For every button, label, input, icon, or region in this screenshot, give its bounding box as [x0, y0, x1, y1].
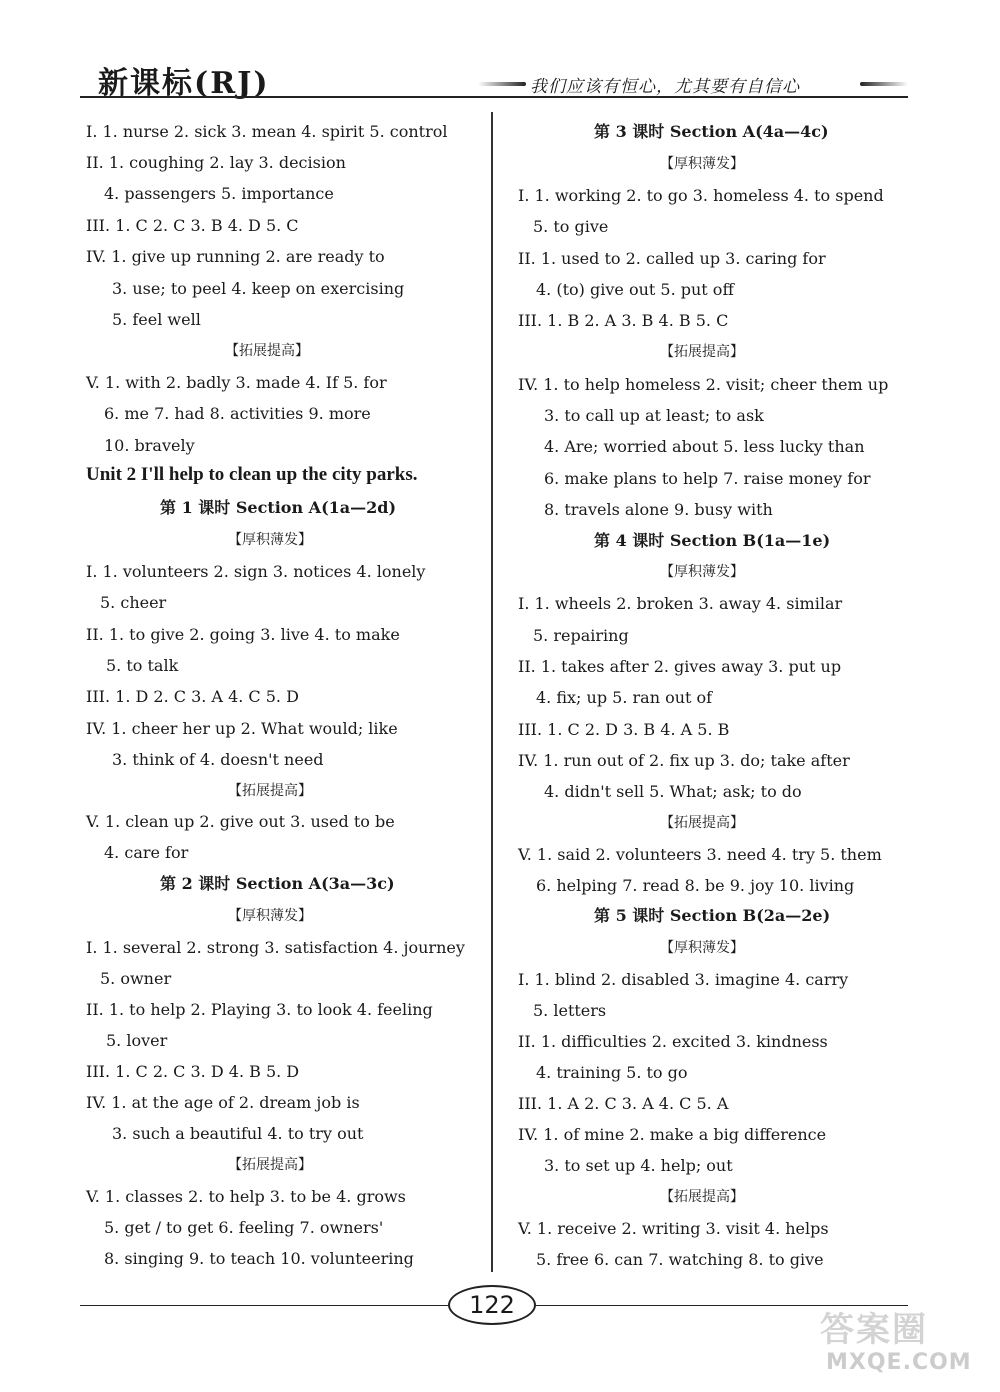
answer-line: 3. to call up at least; to ask [544, 406, 764, 425]
answer-line: I. 1. wheels 2. broken 3. away 4. similar [518, 594, 843, 613]
watermark-url: MXQE.COM [826, 1350, 972, 1375]
section-badge-extension: 【拓展提高】 [660, 1189, 744, 1205]
answer-line: IV. 1. run out of 2. fix up 3. do; take after [518, 751, 850, 770]
answer-line: IV. 1. give up running 2. are ready to [86, 247, 385, 266]
answer-line: II. 1. coughing 2. lay 3. decision [86, 153, 346, 172]
answer-line: 4. care for [104, 843, 189, 862]
answer-line: IV. 1. of mine 2. make a big difference [518, 1125, 827, 1144]
answer-line: II. 1. difficulties 2. excited 3. kindness [518, 1032, 828, 1051]
section-badge-extension: 【拓展提高】 [660, 815, 744, 831]
answer-line: I. 1. nurse 2. sick 3. mean 4. spirit 5. control [86, 122, 448, 141]
motto-ornament-left [478, 82, 526, 86]
answer-line: V. 1. with 2. badly 3. made 4. If 5. for [86, 373, 387, 392]
page-number: 122 [448, 1285, 536, 1325]
answer-line: IV. 1. cheer her up 2. What would; like [86, 719, 398, 738]
answer-line: 5. get / to get 6. feeling 7. owners' [104, 1218, 384, 1237]
answer-line: 5. owner [100, 969, 172, 988]
answer-line: III. 1. B 2. A 3. B 4. B 5. C [518, 311, 729, 330]
section-badge-basic: 【厚积薄发】 [660, 156, 744, 172]
answer-line: 3. use; to peel 4. keep on exercising [112, 279, 405, 298]
answer-line: 5. lover [106, 1031, 168, 1050]
answer-line: 5. to talk [106, 656, 179, 675]
answer-line: III. 1. C 2. C 3. B 4. D 5. C [86, 216, 299, 235]
answer-line: 5. feel well [112, 310, 201, 329]
answer-line: 4. (to) give out 5. put off [536, 280, 734, 299]
answer-line: III. 1. C 2. C 3. D 4. B 5. D [86, 1062, 300, 1081]
answer-line: 10. bravely [104, 436, 195, 455]
answer-line: I. 1. volunteers 2. sign 3. notices 4. lonely [86, 562, 426, 581]
answer-line: 3. such a beautiful 4. to try out [112, 1124, 364, 1143]
answer-line: 6. make plans to help 7. raise money for [544, 469, 871, 488]
answer-line: 8. travels alone 9. busy with [544, 500, 773, 519]
answer-line: III. 1. A 2. C 3. A 4. C 5. A [518, 1094, 729, 1113]
answer-line: IV. 1. to help homeless 2. visit; cheer them up [518, 375, 889, 394]
answer-line: 5. to give [533, 217, 609, 236]
answer-line: V. 1. clean up 2. give out 3. used to be [86, 812, 395, 831]
answer-line: V. 1. receive 2. writing 3. visit 4. helps [518, 1219, 829, 1238]
answer-line: 4. didn't sell 5. What; ask; to do [544, 782, 802, 801]
answer-line: 8. singing 9. to teach 10. volunteering [104, 1249, 414, 1268]
answer-line: V. 1. classes 2. to help 3. to be 4. grows [86, 1187, 406, 1206]
lesson-heading: 第 2 课时 Section A(3a—3c) [160, 874, 395, 893]
section-badge-basic: 【厚积薄发】 [660, 564, 744, 580]
section-badge-basic: 【厚积薄发】 [228, 908, 312, 924]
answer-line: 6. helping 7. read 8. be 9. joy 10. living [536, 876, 855, 895]
unit-title: Unit 2 I'll help to clean up the city parks. [86, 464, 418, 485]
answer-line: 4. training 5. to go [536, 1063, 688, 1082]
answer-line: 5. repairing [533, 626, 629, 645]
section-badge-extension: 【拓展提高】 [660, 344, 744, 360]
section-badge-extension: 【拓展提高】 [228, 783, 312, 799]
header-rule [80, 96, 908, 98]
answer-line: I. 1. working 2. to go 3. homeless 4. to spend [518, 186, 884, 205]
answer-line: V. 1. said 2. volunteers 3. need 4. try 5. them [518, 845, 882, 864]
watermark-logo: 答案圈 [820, 1310, 928, 1350]
lesson-heading: 第 5 课时 Section B(2a—2e) [594, 906, 831, 925]
answer-line: I. 1. blind 2. disabled 3. imagine 4. carry [518, 970, 849, 989]
answer-line: II. 1. used to 2. called up 3. caring for [518, 249, 826, 268]
answer-line: II. 1. takes after 2. gives away 3. put up [518, 657, 842, 676]
answer-line: 6. me 7. had 8. activities 9. more [104, 404, 371, 423]
answer-line: 5. letters [533, 1001, 607, 1020]
answer-line: I. 1. several 2. strong 3. satisfaction 4. journey [86, 938, 465, 957]
answer-line: III. 1. D 2. C 3. A 4. C 5. D [86, 687, 299, 706]
answer-line: 5. free 6. can 7. watching 8. to give [536, 1250, 824, 1269]
answer-line: 3. think of 4. doesn't need [112, 750, 324, 769]
answer-line: III. 1. C 2. D 3. B 4. A 5. B [518, 720, 730, 739]
answer-line: 4. Are; worried about 5. less lucky than [544, 437, 865, 456]
lesson-heading: 第 4 课时 Section B(1a—1e) [594, 531, 831, 550]
answer-line: 3. to set up 4. help; out [544, 1156, 733, 1175]
answer-line: IV. 1. at the age of 2. dream job is [86, 1093, 360, 1112]
book-title: 新课标(RJ) [98, 66, 270, 101]
section-badge-basic: 【厚积薄发】 [228, 532, 312, 548]
answer-line: II. 1. to help 2. Playing 3. to look 4. feeling [86, 1000, 433, 1019]
section-badge-extension: 【拓展提高】 [225, 343, 309, 359]
answer-line: II. 1. to give 2. going 3. live 4. to make [86, 625, 400, 644]
header-motto: 我们应该有恒心，尤其要有自信心 [530, 77, 800, 97]
answer-line: 4. passengers 5. importance [104, 184, 334, 203]
answer-line: 5. cheer [100, 593, 167, 612]
lesson-heading: 第 1 课时 Section A(1a—2d) [160, 498, 397, 517]
column-divider [491, 112, 493, 1272]
lesson-heading: 第 3 课时 Section A(4a—4c) [594, 122, 829, 141]
motto-ornament-right [860, 82, 908, 86]
section-badge-basic: 【厚积薄发】 [660, 940, 744, 956]
footer-rule-left [80, 1305, 448, 1306]
answer-line: 4. fix; up 5. ran out of [536, 688, 713, 707]
section-badge-extension: 【拓展提高】 [228, 1157, 312, 1173]
